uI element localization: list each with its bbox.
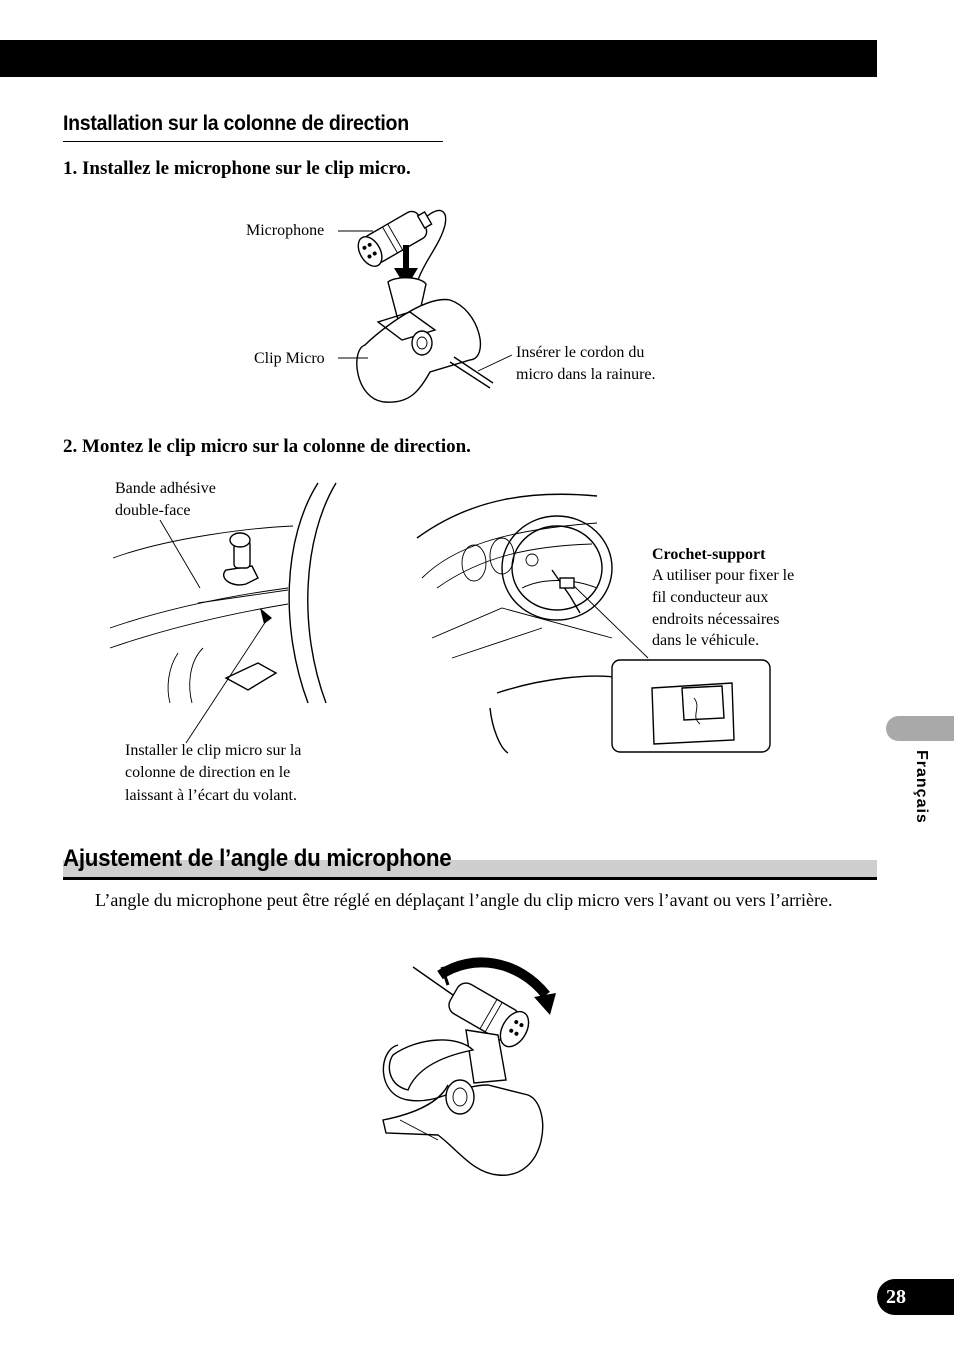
- hook-title: Crochet-support: [652, 546, 766, 563]
- section-body: L’angle du microphone peut être réglé en déplaçant l’angle du clip micro vers l’avant ou vers l’arrière.: [95, 890, 833, 910]
- language-tab: [886, 716, 954, 741]
- hook-line-4: dans le véhicule.: [652, 632, 760, 649]
- page-number: 28: [877, 1279, 954, 1315]
- hook-line-3: endroits nécessaires: [652, 611, 780, 628]
- cord-label-line-2: micro dans la rainure.: [516, 366, 656, 383]
- section-title-rule: [63, 877, 877, 880]
- clip-label: Clip Micro: [254, 350, 325, 367]
- header-bar: [0, 40, 877, 77]
- subsection-title: Installation sur la colonne de direction: [63, 112, 409, 135]
- subsection-underline: [63, 141, 443, 142]
- language-label: Français: [913, 750, 930, 824]
- step-1: 1. Installez le microphone sur le clip micro.: [63, 158, 411, 179]
- angle-adjustment-illustration: [378, 955, 558, 1185]
- hook-line-2: fil conducteur aux: [652, 589, 769, 606]
- hook-line-1: A utiliser pour fixer le: [652, 567, 795, 584]
- step-2: 2. Montez le clip micro sur la colonne de direction.: [63, 436, 471, 457]
- section-title: Ajustement de l’angle du microphone: [63, 845, 452, 872]
- cord-label-line-1: Insérer le cordon du: [516, 344, 645, 361]
- microphone-clip-illustration: [330, 200, 530, 410]
- install-label-line-3: laissant à l’écart du volant.: [125, 787, 297, 804]
- install-label-line-2: colonne de direction en le: [125, 764, 291, 781]
- tape-label-line-1: Bande adhésive: [115, 480, 216, 497]
- microphone-label: Microphone: [246, 222, 325, 239]
- tape-label-line-2: double-face: [115, 502, 191, 519]
- install-label-line-1: Installer le clip micro sur la: [125, 742, 302, 759]
